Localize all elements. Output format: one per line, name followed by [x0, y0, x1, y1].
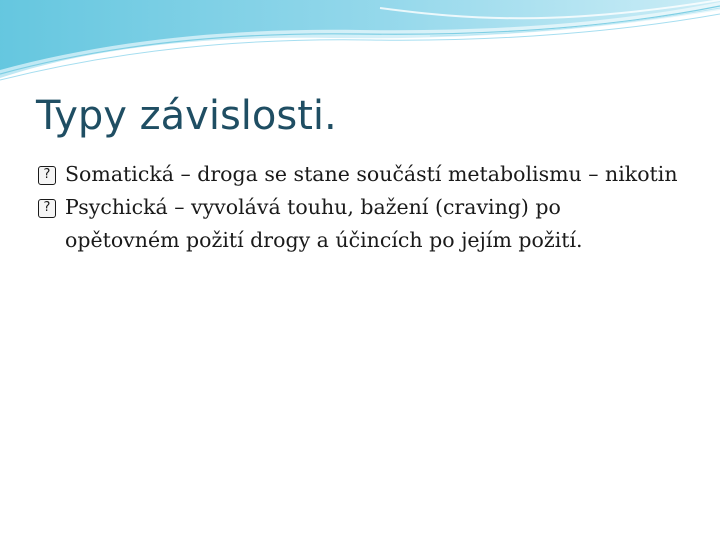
- bullet-item-somatic: [38, 158, 678, 191]
- bullet-list: [38, 158, 678, 257]
- missing-glyph-icon: ?: [38, 166, 56, 185]
- bullet-item-psychic: [38, 191, 678, 257]
- missing-glyph-icon: ?: [38, 199, 56, 218]
- header-wave-decoration: [0, 0, 720, 90]
- slide-title: Typy závislosti.: [36, 93, 337, 139]
- bullet-text: Somatická – droga se stane součástí metabolismu – nikotin: [65, 162, 678, 186]
- bullet-text: Psychická – vyvolává touhu, bažení (craving) po opětovném požití drogy a účincích po jejím požití.: [65, 195, 583, 252]
